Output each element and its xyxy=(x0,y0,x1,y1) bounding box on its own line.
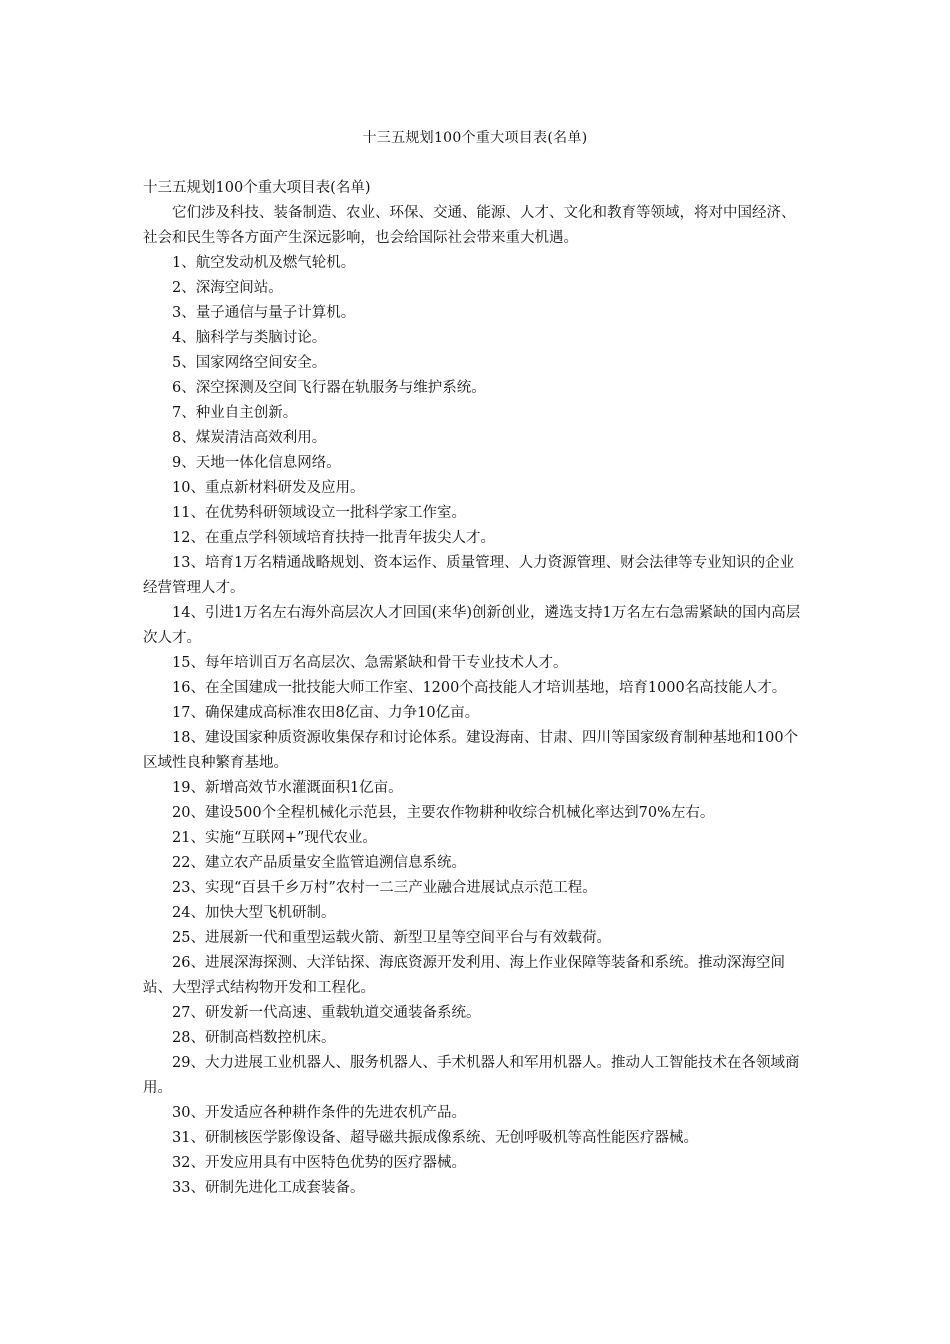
project-item: 20、建设500个全程机械化示范县，主要农作物耕种收综合机械化率达到70%左右。 xyxy=(172,805,715,821)
project-item: 18、建设国家种质资源收集保存和讨论体系。建设海南、甘肃、四川等国家级育制种基地和100个区域性良种繁育基地。 xyxy=(143,730,799,771)
document-title: 十三五规划100个重大项目表(名单) xyxy=(362,130,588,146)
project-item: 28、研制高档数控机床。 xyxy=(172,1030,336,1046)
project-item: 12、在重点学科领域培育扶持一批青年拔尖人才。 xyxy=(172,530,495,546)
project-item: 4、脑科学与类脑讨论。 xyxy=(172,330,327,346)
project-item: 13、培育1万名精通战略规划、资本运作、质量管理、人力资源管理、财会法律等专业知识的企业经营管理人才。 xyxy=(143,555,795,596)
project-item: 26、进展深海探测、大洋钻探、海底资源开发利用、海上作业保障等装备和系统。推动深海空间站、大型浮式结构物开发和工程化。 xyxy=(143,955,785,996)
project-item: 33、研制先进化工成套装备。 xyxy=(172,1180,365,1196)
document-subtitle: 十三五规划100个重大项目表(名单) xyxy=(143,180,371,196)
project-item: 30、开发适应各种耕作条件的先进农机产品。 xyxy=(172,1105,466,1121)
project-item: 29、大力进展工业机器人、服务机器人、手术机器人和军用机器人。推动人工智能技术在各领域商用。 xyxy=(143,1055,800,1096)
project-item: 24、加快大型飞机研制。 xyxy=(172,905,336,921)
project-item: 5、国家网络空间安全。 xyxy=(172,355,327,371)
project-item: 8、煤炭清洁高效利用。 xyxy=(172,430,327,446)
project-item: 14、引进1万名左右海外高层次人才回国(来华)创新创业，遴选支持1万名左右急需紧缺的国内高层次人才。 xyxy=(143,605,801,646)
project-item: 15、每年培训百万名高层次、急需紧缺和骨干专业技术人才。 xyxy=(172,655,568,671)
project-item: 19、新增高效节水灌溉面积1亿亩。 xyxy=(172,780,403,796)
project-item: 25、进展新一代和重型运载火箭、新型卫星等空间平台与有效载荷。 xyxy=(172,930,611,946)
project-item: 9、天地一体化信息网络。 xyxy=(172,455,341,471)
project-item: 22、建立农产品质量安全监管追溯信息系统。 xyxy=(172,855,466,871)
project-item: 6、深空探测及空间飞行器在轨服务与维护系统。 xyxy=(172,380,486,396)
project-item: 3、量子通信与量子计算机。 xyxy=(172,305,356,321)
project-item: 11、在优势科研领域设立一批科学家工作室。 xyxy=(172,505,466,521)
project-item: 23、实现“百县千乡万村”农村一二三产业融合进展试点示范工程。 xyxy=(172,880,597,896)
project-item: 2、深海空间站。 xyxy=(172,280,283,296)
project-item: 7、种业自主创新。 xyxy=(172,405,298,421)
project-item: 1、航空发动机及燃气轮机。 xyxy=(172,255,356,271)
document-body xyxy=(143,176,807,1201)
intro-paragraph: 它们涉及科技、装备制造、农业、环保、交通、能源、人才、文化和教育等领域，将对中国经济、社会和民生等各方面产生深远影响，也会给国际社会带来重大机遇。 xyxy=(143,205,796,246)
project-item: 17、确保建成高标准农田8亿亩、力争10亿亩。 xyxy=(172,705,480,721)
project-item: 16、在全国建成一批技能大师工作室、1200个高技能人才培训基地，培育1000名高技能人才。 xyxy=(172,680,787,696)
project-item: 21、实施“互联网+”现代农业。 xyxy=(172,830,377,846)
project-item: 27、研发新一代高速、重载轨道交通装备系统。 xyxy=(172,1005,481,1021)
project-item: 31、研制核医学影像设备、超导磁共振成像系统、无创呼吸机等高性能医疗器械。 xyxy=(172,1130,698,1146)
project-item: 32、开发应用具有中医特色优势的医疗器械。 xyxy=(172,1155,466,1171)
project-item: 10、重点新材料研发及应用。 xyxy=(172,480,365,496)
